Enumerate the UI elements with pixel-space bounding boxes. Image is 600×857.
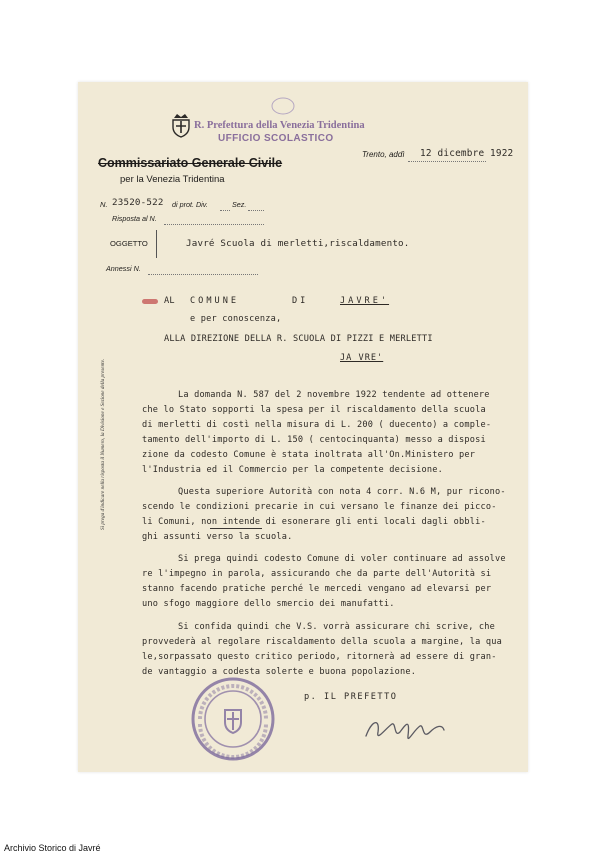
address-comune: COMUNE	[190, 296, 240, 306]
address-al: AL	[164, 296, 175, 306]
body-line: provvederà al regolare riscaldamento della scuola a margine, la qua	[142, 637, 503, 647]
date-value: 12 dicembre	[420, 148, 485, 159]
body-line: de vantaggio a codesta solerte e buona popolazione.	[142, 667, 417, 677]
body-line: Questa superiore Autorità con nota 4 corr. N.6 M, pur ricono-	[178, 487, 506, 497]
dotted-line	[220, 209, 230, 211]
office-subtitle: per la Venezia Tridentina	[120, 174, 225, 185]
body-line: Si confida quindi che V.S. vorrà assicurare chi scrive, che	[178, 622, 496, 632]
body-line: La domanda N. 587 del 2 novembre 1922 tendente ad ottenere	[178, 390, 490, 400]
body-line: uno sfogo maggiore dello smercio dei manufatti.	[142, 599, 395, 609]
body-line: che lo Stato sopporti la spesa per il riscaldamento della scuola	[142, 405, 486, 415]
subject-label: OGGETTO	[110, 239, 148, 248]
date-dotted-line	[408, 160, 486, 162]
archive-caption: Archivio Storico di Javré	[4, 843, 101, 853]
stamp-line-2: UFFICIO SCOLASTICO	[218, 133, 334, 144]
faint-seal-mark-icon	[270, 96, 296, 116]
stamp-line-1: R. Prefettura della Venezia Tridentina	[194, 120, 365, 131]
address-javre: JAVRE'	[340, 296, 390, 306]
address-direzione: ALLA DIREZIONE DELLA R. SCUOLA DI PIZZI E MERLETTI	[164, 334, 433, 344]
address-conoscenza: e per conoscenza,	[190, 314, 282, 324]
handwritten-signature-icon	[358, 710, 448, 750]
body-line: scendo le condizioni precarie in cui versano le finanze dei picco-	[142, 502, 497, 512]
reply-label: Risposta al N.	[112, 214, 157, 223]
body-line: re l'impegno in parola, assicurando che da parte dell'Autorità si	[142, 569, 492, 579]
subject-divider	[156, 230, 157, 258]
royal-emblem-icon	[168, 112, 194, 138]
office-title: Commissariato Generale Civile	[98, 156, 283, 170]
body-line: ghi assunti verso la scuola.	[142, 532, 293, 542]
protocol-division-label: di prot. Div.	[172, 200, 208, 209]
body-line: di merletti di costì nella misura di L. 200 ( duecento) a comple-	[142, 420, 492, 430]
protocol-number-label: N.	[100, 200, 108, 209]
attachments-label: Annessi N.	[106, 264, 141, 273]
dotted-line	[148, 273, 258, 275]
body-line: Si prega quindi codesto Comune di voler continuare ad assolve	[178, 554, 506, 564]
body-line: zione da codesto Comune è stata inoltrata all'On.Ministero per	[142, 450, 476, 460]
body-line: l'Industria ed il Commercio per la competente decisione.	[142, 465, 443, 475]
dotted-line	[248, 209, 264, 211]
date-year: 1922	[490, 148, 514, 159]
underline-non-intende	[210, 528, 262, 529]
address-javre-2: JA VRE'	[340, 353, 384, 363]
letter-sheet	[78, 82, 528, 772]
protocol-number: 23520-522	[112, 197, 164, 208]
address-di: DI	[292, 296, 309, 306]
body-line: tamento dell'importo di L. 150 ( centocinquanta) messo a disposi	[142, 435, 486, 445]
signer-title: p. IL PREFETTO	[304, 692, 398, 702]
place-date-label: Trento, addì	[362, 150, 405, 159]
body-line: le,sorpassato questo critico periodo, ritornerà ad essere di gran-	[142, 652, 497, 662]
body-line: stanno facendo pratiche perché le mercedi vengano ad elevarsi per	[142, 584, 492, 594]
side-instruction-note: Si prega d'indicare nella risposta il Numero, la Divisione e Sezione della presente.	[100, 358, 106, 530]
protocol-section-label: Sez.	[232, 200, 247, 209]
subject-text: Javré Scuola di merletti,riscaldamento.	[186, 238, 410, 249]
body-line: li Comuni, non intende di esonerare gli enti locali dagli obbli-	[142, 517, 486, 527]
red-pencil-mark	[142, 299, 158, 304]
official-round-seal-icon	[188, 674, 278, 764]
dotted-line	[164, 223, 264, 225]
